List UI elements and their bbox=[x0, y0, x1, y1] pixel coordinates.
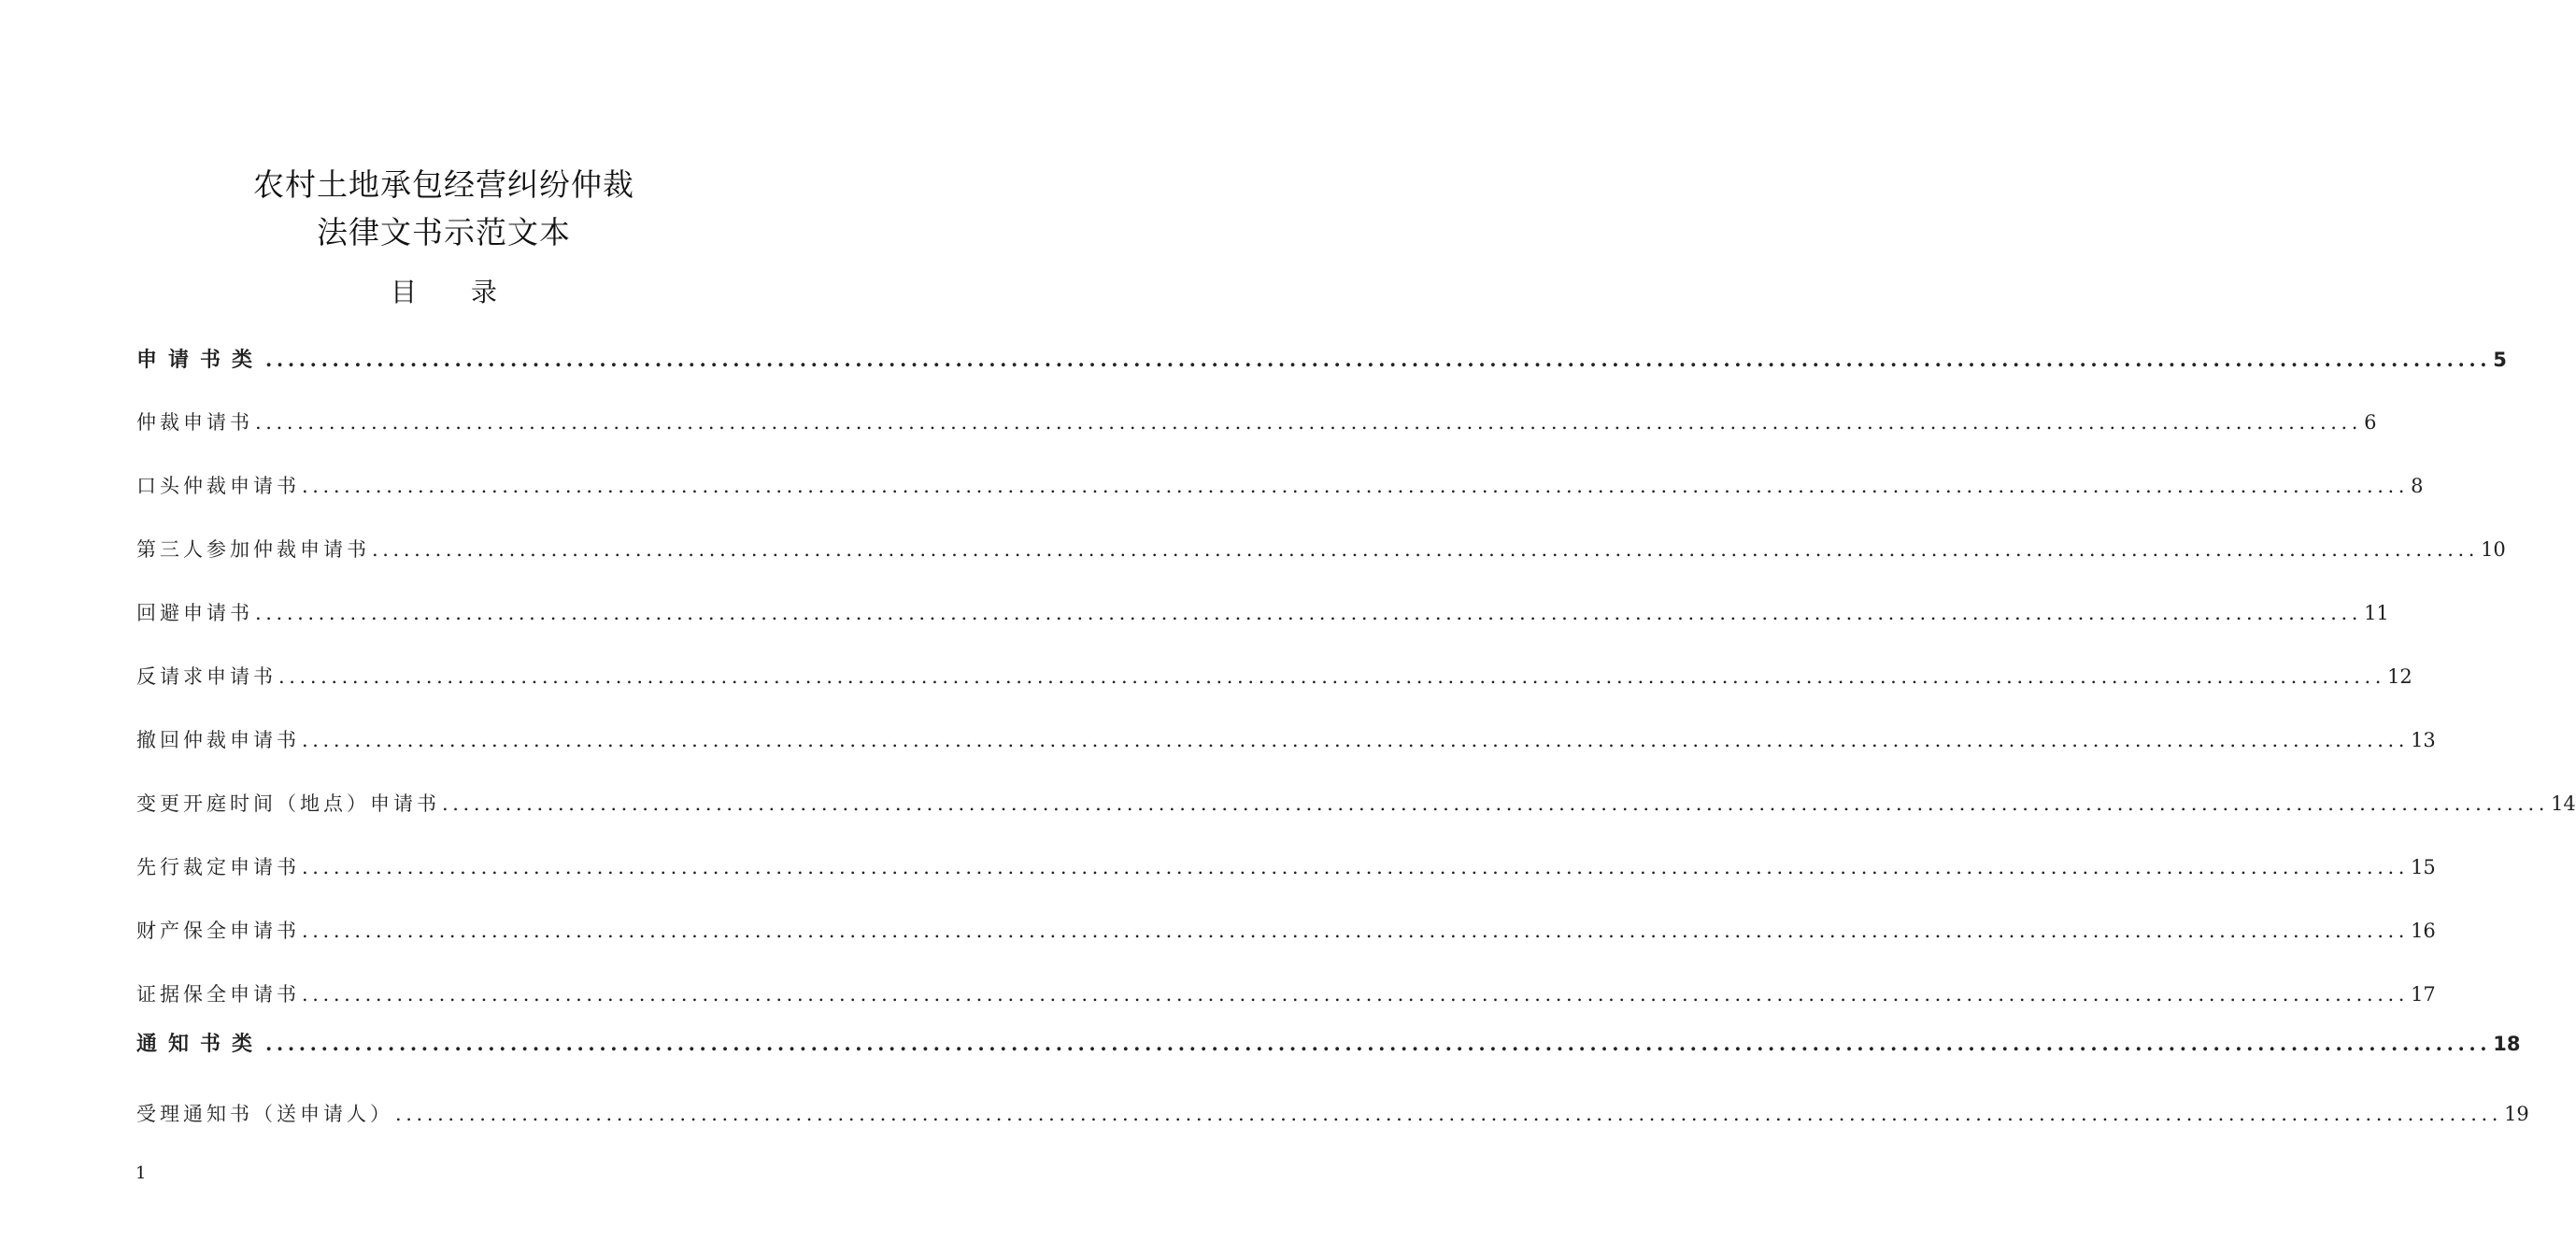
toc-entry-row[interactable] bbox=[136, 535, 2506, 564]
toc-entry-label: 申请书类 bbox=[136, 349, 264, 372]
toc-leader-dots: ........................................................................................................................................................................................................ bbox=[265, 348, 2492, 371]
document-title-line-1: 农村土地承包经营纠纷仲裁 bbox=[253, 166, 634, 203]
toc-leader-dots: ........................................................................................................................................................................................................ bbox=[265, 1032, 2492, 1055]
toc-entry-label: 财产保全申请书 bbox=[136, 920, 300, 942]
toc-entry-row[interactable] bbox=[136, 1099, 2529, 1129]
toc-heading bbox=[0, 276, 888, 309]
toc-entry-label: 仲裁申请书 bbox=[136, 411, 253, 434]
toc-entry-row[interactable] bbox=[136, 725, 2436, 755]
toc-leader-dots: ........................................................................................................................................................................................................ bbox=[255, 602, 2363, 624]
toc-entry-page-number: 11 bbox=[2364, 602, 2389, 624]
toc-leader-dots: ........................................................................................................................................................................................................ bbox=[302, 920, 2410, 942]
toc-leader-dots: ........................................................................................................................................................................................................ bbox=[302, 983, 2410, 1006]
toc-entry-page-number: 16 bbox=[2411, 920, 2436, 942]
toc-leader-dots: ........................................................................................................................................................................................................ bbox=[302, 729, 2410, 751]
toc-entry-row[interactable] bbox=[136, 979, 2436, 1009]
toc-entry-label: 回避申请书 bbox=[136, 602, 253, 624]
toc-entry-page-number: 6 bbox=[2364, 411, 2377, 434]
toc-heading-char-2: 录 bbox=[471, 277, 498, 307]
toc-entry-row[interactable] bbox=[136, 407, 2377, 437]
toc-heading-char-1: 目 bbox=[390, 277, 417, 307]
toc-leader-dots: ........................................................................................................................................................................................................ bbox=[255, 411, 2363, 434]
toc-entry-page-number: 10 bbox=[2481, 538, 2506, 561]
toc-leader-dots: ........................................................................................................................................................................................................ bbox=[278, 665, 2386, 688]
toc-section-row[interactable] bbox=[136, 345, 2507, 375]
toc-entry-row[interactable] bbox=[136, 916, 2436, 946]
toc-leader-dots: ........................................................................................................................................................................................................ bbox=[372, 538, 2480, 561]
toc-leader-dots: ........................................................................................................................................................................................................ bbox=[302, 856, 2410, 878]
toc-entry-page-number: 8 bbox=[2411, 475, 2424, 497]
toc-entry-label: 口头仲裁申请书 bbox=[136, 475, 300, 497]
toc-entry-page-number: 5 bbox=[2493, 349, 2507, 371]
toc-entry-row[interactable] bbox=[136, 598, 2389, 628]
toc-entry-label: 先行裁定申请书 bbox=[136, 856, 300, 878]
toc-entry-label: 受理通知书（送申请人） bbox=[136, 1103, 393, 1125]
toc-entry-label: 反请求申请书 bbox=[136, 665, 277, 688]
toc-leader-dots: ........................................................................................................................................................................................................ bbox=[442, 792, 2550, 815]
toc-entry-page-number: 14 bbox=[2551, 792, 2576, 815]
toc-section-row[interactable] bbox=[136, 1029, 2521, 1059]
document-title-line-2: 法律文书示范文本 bbox=[317, 214, 571, 250]
toc-entry-row[interactable] bbox=[136, 471, 2424, 501]
toc-entry-row[interactable] bbox=[136, 789, 2576, 819]
toc-entry-page-number: 17 bbox=[2411, 983, 2436, 1006]
toc-entry-page-number: 12 bbox=[2387, 665, 2412, 688]
toc-entry-page-number: 19 bbox=[2504, 1103, 2529, 1125]
toc-entry-row[interactable] bbox=[136, 662, 2412, 692]
toc-leader-dots: ........................................................................................................................................................................................................ bbox=[302, 475, 2410, 497]
toc-entry-row[interactable] bbox=[136, 852, 2436, 882]
toc-entry-label: 通知书类 bbox=[136, 1033, 264, 1056]
toc-entry-page-number: 15 bbox=[2411, 856, 2436, 878]
toc-entry-page-number: 13 bbox=[2411, 729, 2436, 751]
toc-entry-label: 第三人参加仲裁申请书 bbox=[136, 538, 370, 561]
toc-entry-page-number: 18 bbox=[2493, 1033, 2521, 1055]
toc-entry-label: 变更开庭时间（地点）申请书 bbox=[136, 792, 440, 815]
toc-leader-dots: ........................................................................................................................................................................................................ bbox=[395, 1103, 2503, 1125]
page-number: 1 bbox=[135, 1163, 147, 1183]
toc-entry-label: 证据保全申请书 bbox=[136, 983, 300, 1006]
toc-entry-label: 撤回仲裁申请书 bbox=[136, 729, 300, 751]
